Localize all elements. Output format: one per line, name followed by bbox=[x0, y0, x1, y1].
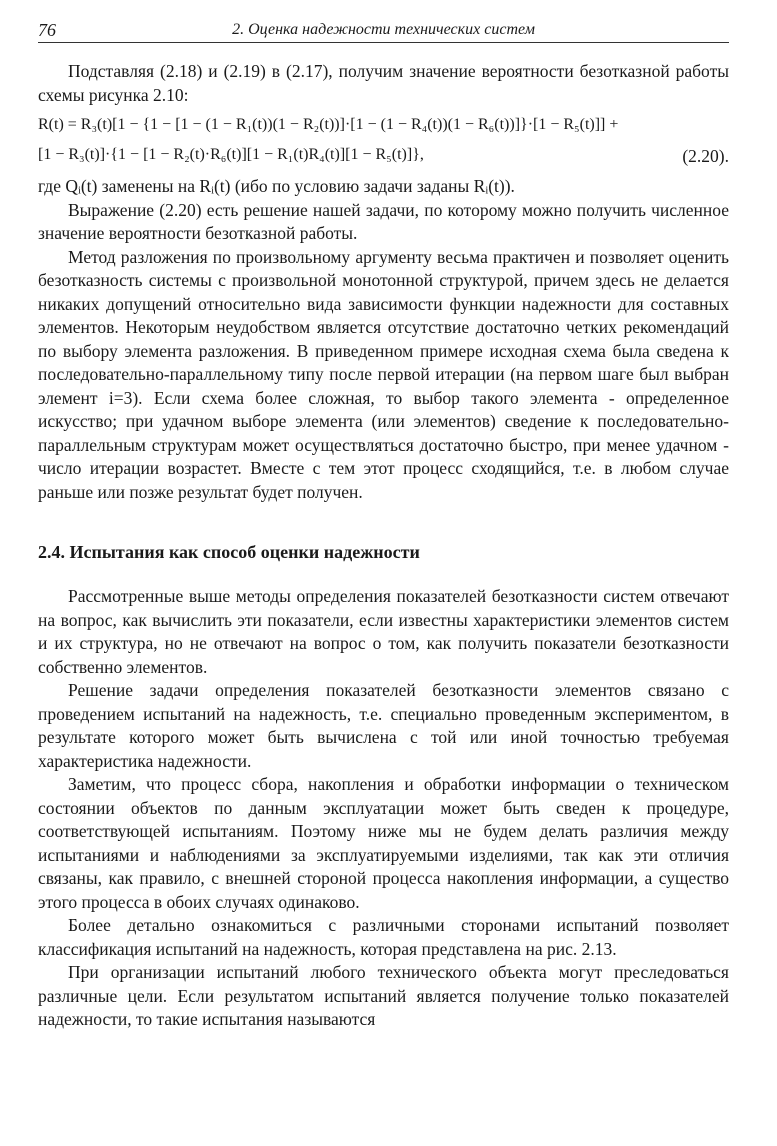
section-paragraph: Более детально ознакомиться с различными сторонами испытаний позволяет классификация испытаний на надежность, которая представлена на рис. 2.13. bbox=[38, 915, 729, 959]
page-number: 76 bbox=[38, 20, 56, 40]
formula-number: (2.20). bbox=[682, 146, 729, 166]
running-header bbox=[38, 18, 729, 43]
formula-line-1: R(t) = R₃(t)[1 − {1 − [1 − (1 − R₁(t))(1 − R₂(t))]·[1 − (1 − R₄(t))(1 − R₆(t))]}·[1 − R₅(t)]] + bbox=[38, 116, 619, 133]
paragraph-intro: Подставляя (2.18) и (2.19) в (2.17), получим значение вероятности безотказной работы схемы рисунка 2.10: bbox=[38, 61, 729, 105]
paragraph-method: Метод разложения по произвольному аргументу весьма практичен и позволяет оценить безотказность системы с произвольной монотонной структурой, причем здесь не делается никаких допущений относительно вида зависимости функции надежности для составных элементов. Некоторым неудобством является отсутствие достаточно четких рекомендаций по выбору элемента разложения. В приведенном примере исходная схема была сведена к последовательно-параллельному типу после первой итерации (на первом шаге был выбран элемент i=3). Если схема более сложная, то выбор такого элемента - определенное искусство; при удачном выборе элемента (или элементов) сведение к последовательно-параллельным структурам может осуществляться достаточно быстро, при менее удачном - число итерации возрастет. Вместе с тем этот процесс сходящийся, т.е. в любом случае раньше или позже результат будет получен. bbox=[38, 246, 729, 502]
running-title: 2. Оценка надежности технических систем bbox=[232, 21, 535, 38]
paragraph-solution: Выражение (2.20) есть решение нашей задачи, по которому можно получить численное значение вероятности безотказной работы. bbox=[38, 199, 729, 243]
paragraph-where: где Qᵢ(t) заменены на Rᵢ(t) (ибо по условию задачи заданы Rᵢ(t)). bbox=[38, 176, 515, 196]
section-paragraph: Заметим, что процесс сбора, накопления и обработки информации о техническом состоянии объектов по данным эксплуатации может быть сведен к процедуре, соответствующей испытаниям. Поэтому ниже мы не будем делать различия между испытаниями и наблюдениями за эксплуатируемыми изделиями, так как эти отличия связаны, как правило, с внешней стороной процесса накопления информации, а существо этого процесса в обоих случаях одинаково. bbox=[38, 774, 729, 912]
formula-2-20 bbox=[38, 110, 729, 170]
section-heading: 2.4. Испытания как способ оценки надежности bbox=[38, 542, 420, 562]
body-text bbox=[38, 60, 729, 1032]
section-paragraph: Рассмотренные выше методы определения показателей безотказности систем отвечают на вопрос, как вычислить эти показатели, если известны характеристики элементов систем и их структура, но не отвечают на вопрос о том, как получить показатели безотказности собственно элементов. bbox=[38, 586, 729, 677]
formula-line-2: [1 − R₃(t)]·{1 − [1 − R₂(t)·R₆(t)][1 − R₁(t)R₄(t)][1 − R₅(t)]}, bbox=[38, 146, 424, 163]
section-paragraph: Решение задачи определения показателей безотказности элементов связано с проведением испытаний на надежность, т.е. специально проведенным экспериментом, в результате которого может быть вычислена с той или иной точностью требуемая характеристика надежности. bbox=[38, 680, 729, 771]
section-paragraph: При организации испытаний любого технического объекта могут преследоваться различные цели. Если результатом испытаний является получение только показателей надежности, то такие испытания называются bbox=[38, 962, 729, 1029]
